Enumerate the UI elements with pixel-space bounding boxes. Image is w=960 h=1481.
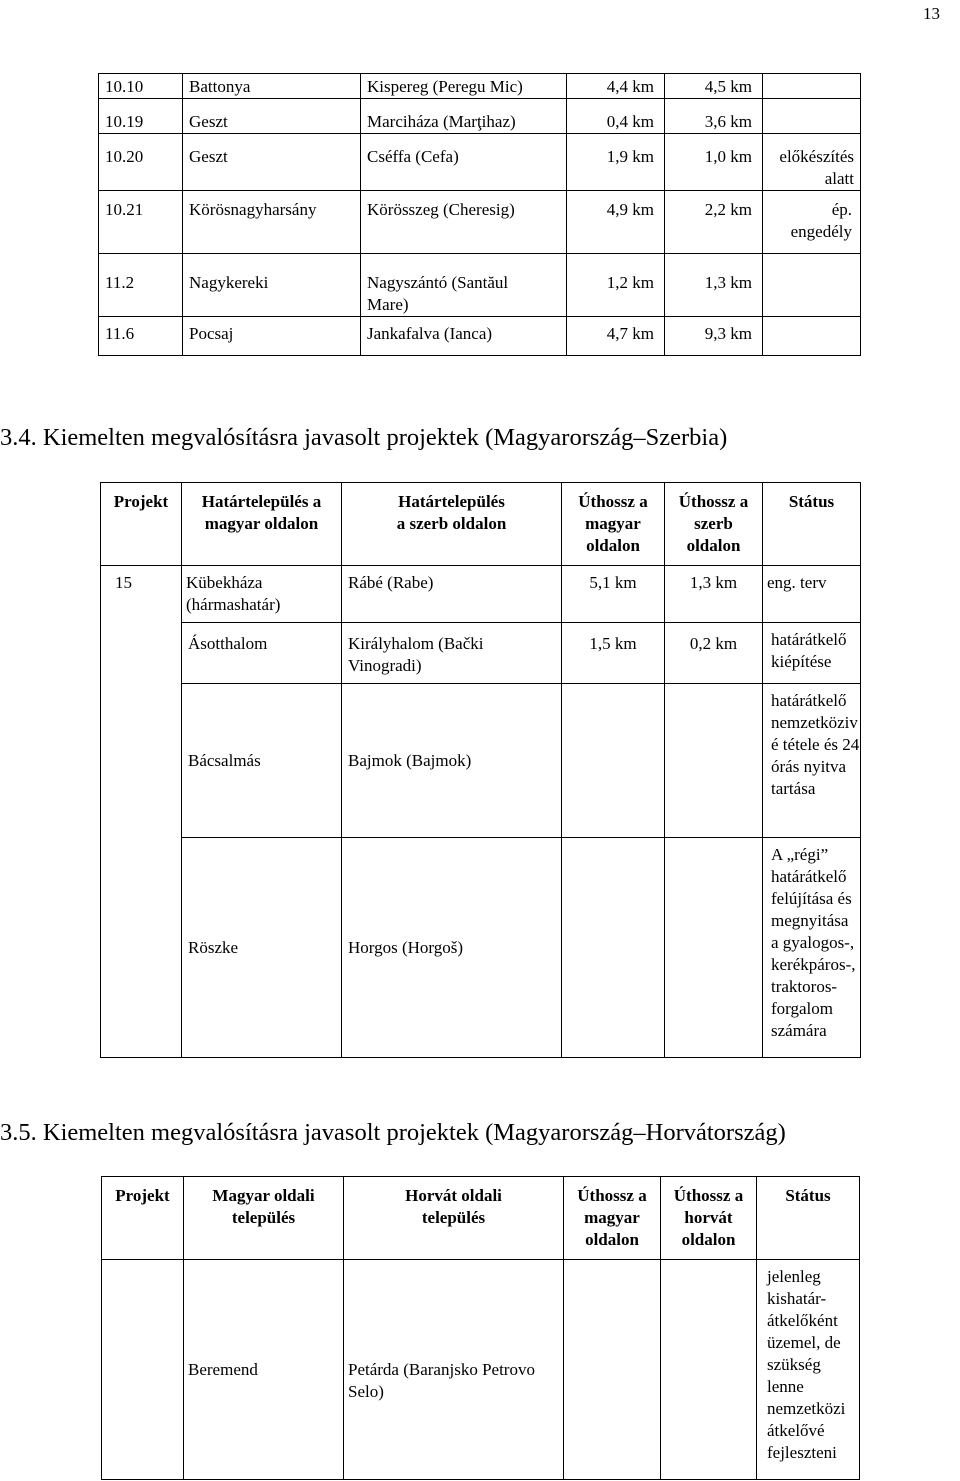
- col-header-road-foreign: Úthossz a szerb oldalon: [665, 483, 763, 566]
- foreign-settlement: Kispereg (Peregu Mic): [361, 74, 567, 99]
- row-id: 11.2: [99, 254, 183, 317]
- col-header-projekt: Projekt: [101, 483, 182, 566]
- road-length-foreign: [665, 838, 763, 1058]
- foreign-settlement: Cséffa (Cefa): [361, 134, 567, 191]
- table-row: [99, 254, 861, 317]
- foreign-settlement: Körösszeg (Cheresig): [361, 191, 567, 254]
- road-length-foreign: [661, 1260, 757, 1480]
- hu-settlement: Beremend: [184, 1260, 344, 1480]
- hu-settlement: Pocsaj: [183, 317, 361, 356]
- table-row: [99, 99, 861, 134]
- road-length-foreign: [665, 684, 763, 838]
- foreign-settlement: Marciháza (Marţihaz): [361, 99, 567, 134]
- page-number: 13: [923, 4, 940, 23]
- status: [763, 317, 861, 356]
- road-length-foreign: 4,5 km: [665, 74, 763, 99]
- row-id: 10.20: [99, 134, 183, 191]
- col-header-foreign-settlement: Horvát oldali település: [344, 1177, 564, 1260]
- road-length-foreign: 1,0 km: [665, 134, 763, 191]
- col-header-road-hu: Úthossz a magyar oldalon: [564, 1177, 661, 1260]
- road-length-hu: 1,2 km: [567, 254, 665, 317]
- row-id: 10.19: [99, 99, 183, 134]
- col-header-hu-settlement: Magyar oldali település: [184, 1177, 344, 1260]
- foreign-settlement: Petárda (Baranjsko Petrovo Selo): [344, 1260, 564, 1480]
- status: ép. engedély: [763, 191, 861, 254]
- road-length-hu: [562, 684, 665, 838]
- foreign-settlement: Nagyszántó (Santăul Mare): [361, 254, 567, 317]
- foreign-settlement: Bajmok (Bajmok): [342, 684, 562, 838]
- road-length-foreign: 2,2 km: [665, 191, 763, 254]
- hu-settlement: Kübekháza (hármashatár): [182, 566, 342, 623]
- road-length-hu: 4,9 km: [567, 191, 665, 254]
- road-length-foreign: 1,3 km: [665, 566, 763, 623]
- table-row: [101, 623, 861, 684]
- col-header-road-foreign: Úthossz a horvát oldalon: [661, 1177, 757, 1260]
- road-length-hu: 1,9 km: [567, 134, 665, 191]
- croatia-projects-table: [101, 1176, 860, 1480]
- table-row: [101, 566, 861, 623]
- hu-settlement: Bácsalmás: [182, 684, 342, 838]
- col-header-projekt: Projekt: [102, 1177, 184, 1260]
- table-header-row: [101, 483, 861, 566]
- status: [763, 254, 861, 317]
- road-length-hu: 0,4 km: [567, 99, 665, 134]
- road-length-hu: [564, 1260, 661, 1480]
- status: [763, 99, 861, 134]
- row-id: 11.6: [99, 317, 183, 356]
- hu-settlement: Nagykereki: [183, 254, 361, 317]
- table-row: [102, 1260, 860, 1480]
- hu-settlement: Ásotthalom: [182, 623, 342, 684]
- hu-settlement: Geszt: [183, 134, 361, 191]
- section-heading-serbia: 3.4. Kiemelten megvalósításra javasolt projektek (Magyarország–Szerbia): [0, 424, 728, 451]
- row-id: 10.21: [99, 191, 183, 254]
- status: előkészítés alatt: [763, 134, 861, 191]
- romania-crossings-table: [98, 73, 861, 356]
- table-row: [99, 134, 861, 191]
- table-row: [101, 684, 861, 838]
- status: határátkelő kiépítése: [763, 623, 861, 684]
- col-header-foreign-settlement: Határtelepülés a szerb oldalon: [342, 483, 562, 566]
- section-heading-croatia: 3.5. Kiemelten megvalósításra javasolt projektek (Magyarország–Horvátország): [0, 1119, 786, 1146]
- foreign-settlement: Rábé (Rabe): [342, 566, 562, 623]
- status: [763, 74, 861, 99]
- project-id: 15: [101, 566, 182, 1058]
- col-header-hu-settlement: Határtelepülés a magyar oldalon: [182, 483, 342, 566]
- hu-settlement: Geszt: [183, 99, 361, 134]
- row-id: 10.10: [99, 74, 183, 99]
- status: A „régi” határátkelő felújítása és megnyitása a gyalogos-, kerékpáros-, traktoros-forgalom számára: [763, 838, 861, 1058]
- road-length-foreign: 0,2 km: [665, 623, 763, 684]
- hu-settlement: Battonya: [183, 74, 361, 99]
- hu-settlement: Körösnagyharsány: [183, 191, 361, 254]
- table-row: [99, 74, 861, 99]
- road-length-hu: 1,5 km: [562, 623, 665, 684]
- road-length-hu: 4,7 km: [567, 317, 665, 356]
- status: határátkelő nemzetköziv é tétele és 24 órás nyitva tartása: [763, 684, 861, 838]
- road-length-foreign: 1,3 km: [665, 254, 763, 317]
- road-length-hu: 4,4 km: [567, 74, 665, 99]
- hu-settlement: Röszke: [182, 838, 342, 1058]
- status: jelenleg kishatár-átkelőként üzemel, de szükség lenne nemzetközi átkelővé fejleszteni: [757, 1260, 860, 1480]
- table-row: [99, 191, 861, 254]
- col-header-status: Státus: [763, 483, 861, 566]
- table-row: [99, 317, 861, 356]
- col-header-road-hu: Úthossz a magyar oldalon: [562, 483, 665, 566]
- road-length-foreign: 9,3 km: [665, 317, 763, 356]
- road-length-hu: 5,1 km: [562, 566, 665, 623]
- foreign-settlement: Horgos (Horgoš): [342, 838, 562, 1058]
- foreign-settlement: Királyhalom (Bački Vinogradi): [342, 623, 562, 684]
- col-header-status: Státus: [757, 1177, 860, 1260]
- table-header-row: [102, 1177, 860, 1260]
- status: eng. terv: [763, 566, 861, 623]
- project-id: [102, 1260, 184, 1480]
- road-length-hu: [562, 838, 665, 1058]
- road-length-foreign: 3,6 km: [665, 99, 763, 134]
- serbia-projects-table: [100, 482, 861, 1058]
- table-row: [101, 838, 861, 1058]
- foreign-settlement: Jankafalva (Ianca): [361, 317, 567, 356]
